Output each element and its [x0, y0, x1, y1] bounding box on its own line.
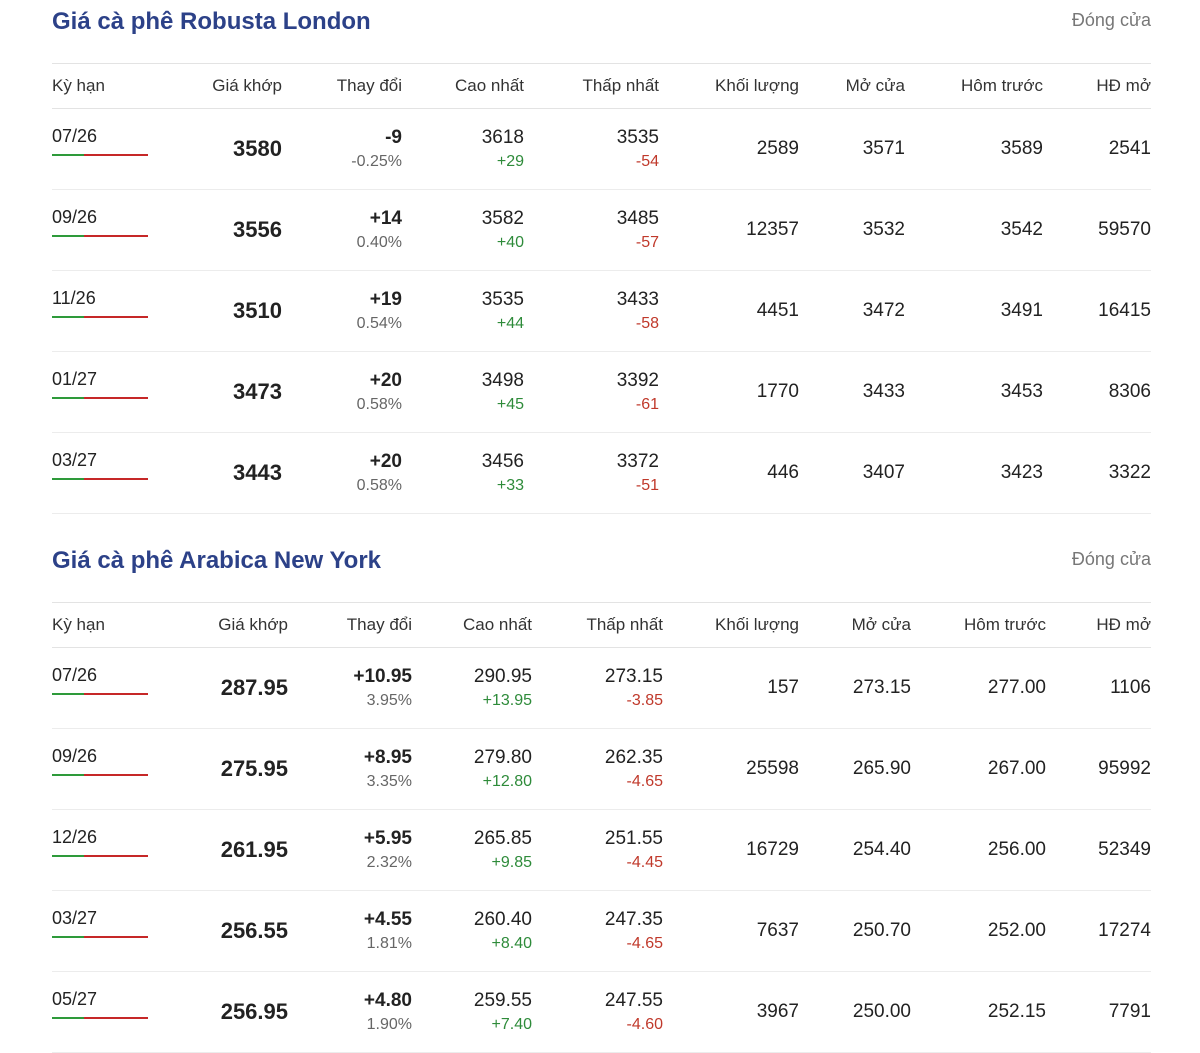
term-label[interactable]: 12/26 — [52, 827, 98, 847]
change-cell — [282, 109, 402, 190]
term-range-bar — [52, 936, 148, 938]
change-value: -9 — [385, 127, 402, 149]
term-range-bar — [52, 154, 148, 156]
term-cell — [52, 433, 162, 514]
term-wrap — [52, 908, 148, 938]
low-value: 3535 — [616, 127, 659, 149]
low-diff: -4.65 — [626, 935, 663, 953]
high-stack — [482, 449, 524, 496]
high-stack — [474, 745, 532, 792]
header-prev[interactable]: Hôm trước — [911, 603, 1046, 648]
section-header — [52, 8, 1151, 38]
high-diff: +29 — [496, 153, 524, 171]
term-range-bar — [52, 855, 148, 857]
open-cell: 254.40 — [799, 810, 911, 891]
high-stack — [482, 206, 524, 253]
term-label[interactable]: 09/26 — [52, 207, 98, 227]
prev-close-cell: 252.00 — [911, 891, 1046, 972]
change-stack — [357, 368, 402, 415]
high-cell — [412, 810, 532, 891]
prev-close-cell: 277.00 — [911, 648, 1046, 729]
high-stack — [482, 125, 524, 172]
change-percent: 3.95% — [366, 692, 412, 710]
open-interest-cell: 95992 — [1046, 729, 1151, 810]
term-bar-green — [52, 235, 84, 237]
last-price: 261.95 — [220, 837, 288, 862]
open-interest-cell: 59570 — [1043, 190, 1151, 271]
term-bar-red — [84, 154, 148, 156]
header-volume[interactable]: Khối lượng — [663, 603, 799, 648]
term-wrap — [52, 989, 148, 1019]
low-cell — [532, 891, 663, 972]
change-cell — [288, 648, 412, 729]
open-cell: 273.15 — [799, 648, 911, 729]
low-cell — [524, 271, 659, 352]
high-stack — [474, 988, 532, 1035]
term-label[interactable]: 07/26 — [52, 665, 98, 685]
change-value: +20 — [369, 451, 402, 473]
term-label[interactable]: 03/27 — [52, 450, 98, 470]
last-price: 3443 — [233, 460, 282, 485]
table-row[interactable] — [52, 190, 1151, 271]
term-bar-green — [52, 316, 84, 318]
term-label[interactable]: 09/26 — [52, 746, 98, 766]
term-range-bar — [52, 316, 148, 318]
high-stack — [474, 826, 532, 873]
change-value: +4.55 — [363, 909, 412, 931]
term-bar-green — [52, 478, 84, 480]
change-percent: 0.40% — [356, 234, 402, 252]
term-cell — [52, 972, 162, 1053]
high-diff: +13.95 — [482, 692, 532, 710]
prev-close-cell: 3453 — [905, 352, 1043, 433]
low-diff: -4.45 — [626, 854, 663, 872]
term-range-bar — [52, 397, 148, 399]
table-row[interactable] — [52, 271, 1151, 352]
term-bar-green — [52, 397, 84, 399]
change-value: +4.80 — [363, 990, 412, 1012]
change-percent: 3.35% — [366, 773, 412, 791]
low-stack — [617, 287, 659, 334]
table-header-row — [52, 64, 1151, 109]
open-interest-cell: 16415 — [1043, 271, 1151, 352]
high-cell — [412, 648, 532, 729]
term-cell — [52, 271, 162, 352]
header-oi[interactable]: HĐ mở — [1043, 64, 1151, 109]
volume-cell: 157 — [663, 648, 799, 729]
high-value: 3456 — [481, 451, 524, 473]
prev-close-cell: 267.00 — [911, 729, 1046, 810]
open-cell: 3407 — [799, 433, 905, 514]
term-cell — [52, 190, 162, 271]
volume-cell: 16729 — [663, 810, 799, 891]
high-cell — [402, 433, 524, 514]
price-cell — [162, 810, 288, 891]
table-row[interactable] — [52, 648, 1151, 729]
price-cell — [162, 271, 282, 352]
high-value: 265.85 — [473, 828, 532, 850]
high-stack — [474, 664, 532, 711]
table-header-row — [52, 603, 1151, 648]
last-price: 275.95 — [220, 756, 288, 781]
change-cell — [288, 729, 412, 810]
term-bar-red — [84, 936, 148, 938]
term-bar-green — [52, 1017, 84, 1019]
term-cell — [52, 648, 162, 729]
high-value: 3618 — [481, 127, 524, 149]
open-cell: 250.00 — [799, 972, 911, 1053]
high-cell — [412, 729, 532, 810]
low-cell — [532, 729, 663, 810]
change-percent: 0.58% — [356, 477, 402, 495]
open-cell: 265.90 — [799, 729, 911, 810]
last-price: 287.95 — [220, 675, 288, 700]
term-bar-red — [84, 855, 148, 857]
low-diff: -58 — [635, 315, 659, 333]
change-stack — [364, 745, 412, 792]
term-bar-green — [52, 693, 84, 695]
price-cell — [162, 648, 288, 729]
low-value: 3433 — [616, 289, 659, 311]
table-body — [52, 109, 1151, 514]
open-interest-cell: 3322 — [1043, 433, 1151, 514]
change-cell — [288, 810, 412, 891]
low-value: 247.35 — [604, 909, 663, 931]
low-stack — [617, 368, 659, 415]
term-label[interactable]: 03/27 — [52, 908, 98, 928]
low-cell — [532, 972, 663, 1053]
high-cell — [402, 190, 524, 271]
high-diff: +12.80 — [482, 773, 532, 791]
low-stack — [605, 907, 663, 954]
term-bar-red — [84, 1017, 148, 1019]
high-value: 259.55 — [473, 990, 532, 1012]
table-row[interactable] — [52, 729, 1151, 810]
section-header — [52, 547, 1151, 577]
section-title: Giá cà phê Arabica New York — [52, 547, 382, 574]
high-stack — [482, 287, 524, 334]
prev-close-cell: 3542 — [905, 190, 1043, 271]
change-percent: 1.90% — [366, 1016, 412, 1034]
term-cell — [52, 810, 162, 891]
last-price: 3510 — [233, 298, 282, 323]
high-cell — [402, 352, 524, 433]
change-percent: 2.32% — [366, 854, 412, 872]
change-value: +10.95 — [353, 666, 412, 688]
header-low[interactable]: Thấp nhất — [524, 64, 659, 109]
term-range-bar — [52, 1017, 148, 1019]
close-label[interactable]: Đóng cửa — [1071, 549, 1151, 569]
volume-cell: 12357 — [659, 190, 799, 271]
change-cell — [282, 433, 402, 514]
term-range-bar — [52, 774, 148, 776]
high-diff: +33 — [496, 477, 524, 495]
change-percent: 0.54% — [356, 315, 402, 333]
change-value: +14 — [369, 208, 402, 230]
price-cell — [162, 433, 282, 514]
term-range-bar — [52, 478, 148, 480]
term-bar-red — [84, 478, 148, 480]
change-stack — [357, 449, 402, 496]
volume-cell: 2589 — [659, 109, 799, 190]
table-row[interactable] — [52, 109, 1151, 190]
open-interest-cell: 1106 — [1046, 648, 1151, 729]
high-cell — [412, 891, 532, 972]
price-cell — [162, 729, 288, 810]
high-diff: +9.85 — [491, 854, 532, 872]
header-change[interactable]: Thay đổi — [282, 64, 402, 109]
open-cell: 3571 — [799, 109, 905, 190]
low-diff: -4.65 — [626, 773, 663, 791]
term-wrap — [52, 126, 148, 156]
change-cell — [288, 972, 412, 1053]
robusta-section — [52, 8, 1151, 495]
low-stack — [617, 449, 659, 496]
high-value: 260.40 — [473, 909, 532, 931]
arabica-section — [52, 547, 1151, 1034]
change-stack — [364, 826, 412, 873]
high-cell — [412, 972, 532, 1053]
high-diff: +7.40 — [491, 1016, 532, 1034]
low-stack — [605, 826, 663, 873]
change-value: +20 — [369, 370, 402, 392]
low-cell — [524, 190, 659, 271]
change-cell — [288, 891, 412, 972]
low-diff: -3.85 — [626, 692, 663, 710]
term-wrap — [52, 827, 148, 857]
open-interest-cell: 8306 — [1043, 352, 1151, 433]
header-open[interactable]: Mở cửa — [799, 603, 911, 648]
change-cell — [282, 271, 402, 352]
high-stack — [474, 907, 532, 954]
change-stack — [357, 206, 402, 253]
term-range-bar — [52, 693, 148, 695]
price-table — [52, 602, 1151, 1053]
low-value: 247.55 — [604, 990, 663, 1012]
volume-cell: 7637 — [663, 891, 799, 972]
price-table — [52, 63, 1151, 514]
open-cell: 3532 — [799, 190, 905, 271]
term-cell — [52, 352, 162, 433]
table-row[interactable] — [52, 972, 1151, 1053]
high-diff: +45 — [496, 396, 524, 414]
open-interest-cell: 52349 — [1046, 810, 1151, 891]
low-diff: -51 — [635, 477, 659, 495]
header-change[interactable]: Thay đổi — [288, 603, 412, 648]
last-price: 256.95 — [220, 999, 288, 1024]
low-cell — [524, 433, 659, 514]
low-value: 262.35 — [604, 747, 663, 769]
prev-close-cell: 252.15 — [911, 972, 1046, 1053]
header-price[interactable]: Giá khớp — [162, 64, 282, 109]
low-diff: -61 — [635, 396, 659, 414]
high-diff: +44 — [496, 315, 524, 333]
term-wrap — [52, 288, 148, 318]
change-stack — [357, 287, 402, 334]
high-stack — [482, 368, 524, 415]
low-value: 273.15 — [604, 666, 663, 688]
term-wrap — [52, 746, 148, 776]
term-cell — [52, 109, 162, 190]
header-prev[interactable]: Hôm trước — [905, 64, 1043, 109]
header-high[interactable]: Cao nhất — [402, 64, 524, 109]
prev-close-cell: 3491 — [905, 271, 1043, 352]
low-stack — [605, 664, 663, 711]
change-cell — [282, 352, 402, 433]
price-cell — [162, 972, 288, 1053]
section-title: Giá cà phê Robusta London — [52, 8, 371, 35]
open-interest-cell: 17274 — [1046, 891, 1151, 972]
high-diff: +8.40 — [491, 935, 532, 953]
table-row[interactable] — [52, 891, 1151, 972]
header-open[interactable]: Mở cửa — [799, 64, 905, 109]
change-stack — [353, 664, 412, 711]
prev-close-cell: 3423 — [905, 433, 1043, 514]
open-interest-cell: 2541 — [1043, 109, 1151, 190]
low-stack — [617, 206, 659, 253]
open-interest-cell: 7791 — [1046, 972, 1151, 1053]
low-cell — [532, 648, 663, 729]
term-bar-red — [84, 316, 148, 318]
term-cell — [52, 729, 162, 810]
change-percent: 1.81% — [366, 935, 412, 953]
low-value: 3392 — [616, 370, 659, 392]
high-value: 3498 — [481, 370, 524, 392]
high-cell — [402, 109, 524, 190]
high-cell — [402, 271, 524, 352]
open-cell: 250.70 — [799, 891, 911, 972]
header-low[interactable]: Thấp nhất — [532, 603, 663, 648]
term-bar-red — [84, 693, 148, 695]
low-value: 3372 — [616, 451, 659, 473]
change-value: +19 — [369, 289, 402, 311]
term-label[interactable]: 11/26 — [52, 288, 96, 308]
low-cell — [524, 352, 659, 433]
change-stack — [364, 988, 412, 1035]
header-term[interactable]: Kỳ hạn — [52, 603, 162, 648]
term-label[interactable]: 01/27 — [52, 369, 98, 389]
change-stack — [364, 907, 412, 954]
term-bar-red — [84, 774, 148, 776]
volume-cell: 3967 — [663, 972, 799, 1053]
table-row[interactable] — [52, 810, 1151, 891]
low-stack — [605, 745, 663, 792]
term-bar-green — [52, 855, 84, 857]
last-price: 3556 — [233, 217, 282, 242]
change-cell — [282, 190, 402, 271]
term-label[interactable]: 07/26 — [52, 126, 98, 146]
high-diff: +40 — [496, 234, 524, 252]
change-value: +8.95 — [363, 747, 412, 769]
high-value: 290.95 — [473, 666, 532, 688]
term-bar-green — [52, 936, 84, 938]
last-price: 3473 — [233, 379, 282, 404]
low-cell — [532, 810, 663, 891]
last-price: 3580 — [233, 136, 282, 161]
high-value: 3582 — [481, 208, 524, 230]
term-bar-green — [52, 154, 84, 156]
term-cell — [52, 891, 162, 972]
close-label[interactable]: Đóng cửa — [1071, 10, 1151, 30]
open-cell: 3433 — [799, 352, 905, 433]
low-stack — [605, 988, 663, 1035]
volume-cell: 4451 — [659, 271, 799, 352]
header-term[interactable]: Kỳ hạn — [52, 64, 162, 109]
change-percent: 0.58% — [356, 396, 402, 414]
term-bar-red — [84, 397, 148, 399]
volume-cell: 1770 — [659, 352, 799, 433]
term-wrap — [52, 665, 148, 695]
change-percent: -0.25% — [351, 153, 402, 171]
header-price[interactable]: Giá khớp — [162, 603, 288, 648]
low-diff: -54 — [635, 153, 659, 171]
header-oi[interactable]: HĐ mở — [1046, 603, 1151, 648]
change-stack — [351, 125, 402, 172]
low-diff: -4.60 — [626, 1016, 663, 1034]
high-value: 279.80 — [473, 747, 532, 769]
last-price: 256.55 — [220, 918, 288, 943]
prev-close-cell: 3589 — [905, 109, 1043, 190]
table-row[interactable] — [52, 352, 1151, 433]
price-cell — [162, 109, 282, 190]
term-label[interactable]: 05/27 — [52, 989, 98, 1009]
term-wrap — [52, 369, 148, 399]
table-row[interactable] — [52, 433, 1151, 514]
price-cell — [162, 352, 282, 433]
term-range-bar — [52, 235, 148, 237]
volume-cell: 25598 — [663, 729, 799, 810]
header-high[interactable]: Cao nhất — [412, 603, 532, 648]
term-wrap — [52, 207, 148, 237]
low-cell — [524, 109, 659, 190]
volume-cell: 446 — [659, 433, 799, 514]
price-cell — [162, 190, 282, 271]
prev-close-cell: 256.00 — [911, 810, 1046, 891]
low-value: 251.55 — [604, 828, 663, 850]
term-wrap — [52, 450, 148, 480]
low-stack — [617, 125, 659, 172]
term-bar-red — [84, 235, 148, 237]
table-body — [52, 648, 1151, 1053]
term-bar-green — [52, 774, 84, 776]
low-value: 3485 — [616, 208, 659, 230]
open-cell: 3472 — [799, 271, 905, 352]
price-cell — [162, 891, 288, 972]
change-value: +5.95 — [363, 828, 412, 850]
header-volume[interactable]: Khối lượng — [659, 64, 799, 109]
low-diff: -57 — [635, 234, 659, 252]
high-value: 3535 — [481, 289, 524, 311]
